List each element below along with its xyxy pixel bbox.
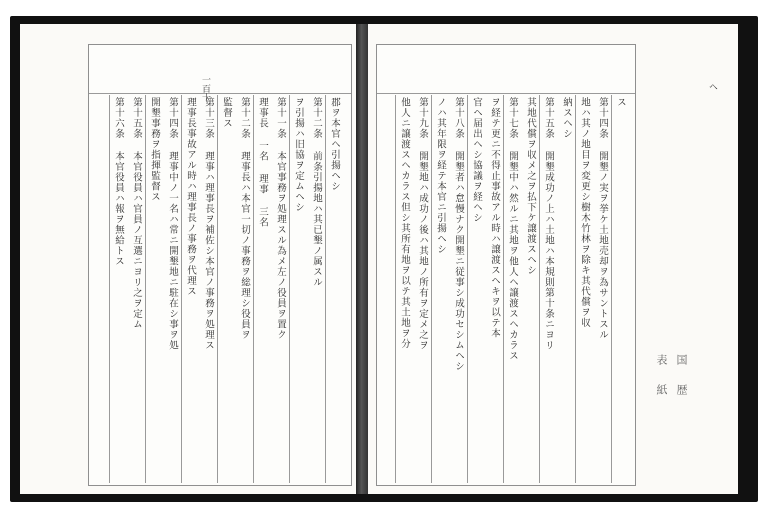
text-column: 監督ス <box>221 97 232 129</box>
text-column: 官ヘ届出ヘシ協議ヲ経ヘシ <box>471 97 482 223</box>
text-column: 地ハ其ノ地目ヲ変更シ樹木竹林ヲ除キ其代償ヲ収 <box>579 97 590 328</box>
text-column: ス <box>615 97 626 108</box>
text-column: 理事長事故アル時ハ理事長ノ事務ヲ代理ス <box>185 97 196 297</box>
left-page <box>20 24 356 494</box>
text-column: 第十二条 理事長ハ本官一切ノ事務ヲ総理シ役員ヲ <box>239 97 250 340</box>
text-column: 開墾事務ヲ指揮監督ス <box>149 97 160 202</box>
text-column: 第十七条 開墾中ハ然ルニ其地ヲ他人ヘ譲渡スヘカラス <box>507 97 518 361</box>
text-column: 第十九条 開墾地ハ成功ノ後ハ其地ノ所有ヲ定メ之ヲ <box>417 97 428 351</box>
text-column: 他人ニ譲渡スヘカラス但シ其所有地ヲ以テ其土地ヲ分 <box>399 97 410 349</box>
text-column: 第十二条 前条引揚地ハ其已墾ノ属スル <box>311 97 322 288</box>
text-column: 第十一条 本官事務ヲ処理スル為メ左ノ役員ヲ置ク <box>275 97 286 340</box>
text-column: 其地代償ヲ収メ之ヲ払下ケ譲渡スヘシ <box>525 97 536 276</box>
text-column: 納スヘシ <box>561 97 572 139</box>
page-number: 一百十 <box>200 75 210 102</box>
text-column: 理事長 一名 理事 三名 <box>257 97 268 228</box>
text-column: ノハ其年限ヲ経テ本官ニ引揚ヘシ <box>435 97 446 255</box>
text-column: 第十五条 本官役員ハ官員ノ互選ニヨリ之ヲ定ム <box>131 97 142 330</box>
text-column: 第十四条 開墾ノ実ヲ挙ケ土地売却ヲ為サントスル <box>597 97 608 340</box>
header-rule <box>377 93 635 94</box>
text-column: ヲ引揚ハ旧協ヲ定ムヘシ <box>293 97 304 213</box>
text-column: 第十五条 開墾成功ノ上ハ土地ハ本規則第十条ニヨリ <box>543 97 554 351</box>
book-gutter <box>356 24 368 494</box>
header-rule <box>89 93 351 94</box>
margin-heading: ヘ <box>707 82 717 91</box>
text-column: 第十八条 開墾者ハ怠慢ナク開墾ニ従事シ成功セシムヘシ <box>453 97 464 372</box>
right-page <box>368 24 738 494</box>
text-column: 第十四条 理事中ノ一名ハ常ニ開墾地ニ駐在シ事ヲ処 <box>167 97 178 351</box>
text-column: 郡ヲ本官ヘ引揚ヘシ <box>329 97 340 192</box>
text-column: 第十六条 本官役員ハ報ヲ無給トス <box>113 97 124 267</box>
right-manuscript-sheet <box>376 44 636 486</box>
margin-note: 国 歴 <box>675 354 688 398</box>
margin-note: 表 紙 <box>655 354 668 398</box>
left-manuscript-sheet <box>88 44 352 486</box>
text-column: 第十三条 理事ハ理事長ヲ補佐シ本官ノ事務ヲ処理ス <box>203 97 214 351</box>
text-column: ヲ経テ更ニ不得止事故アル時ハ譲渡スヘキヲ以テ本 <box>489 97 500 339</box>
